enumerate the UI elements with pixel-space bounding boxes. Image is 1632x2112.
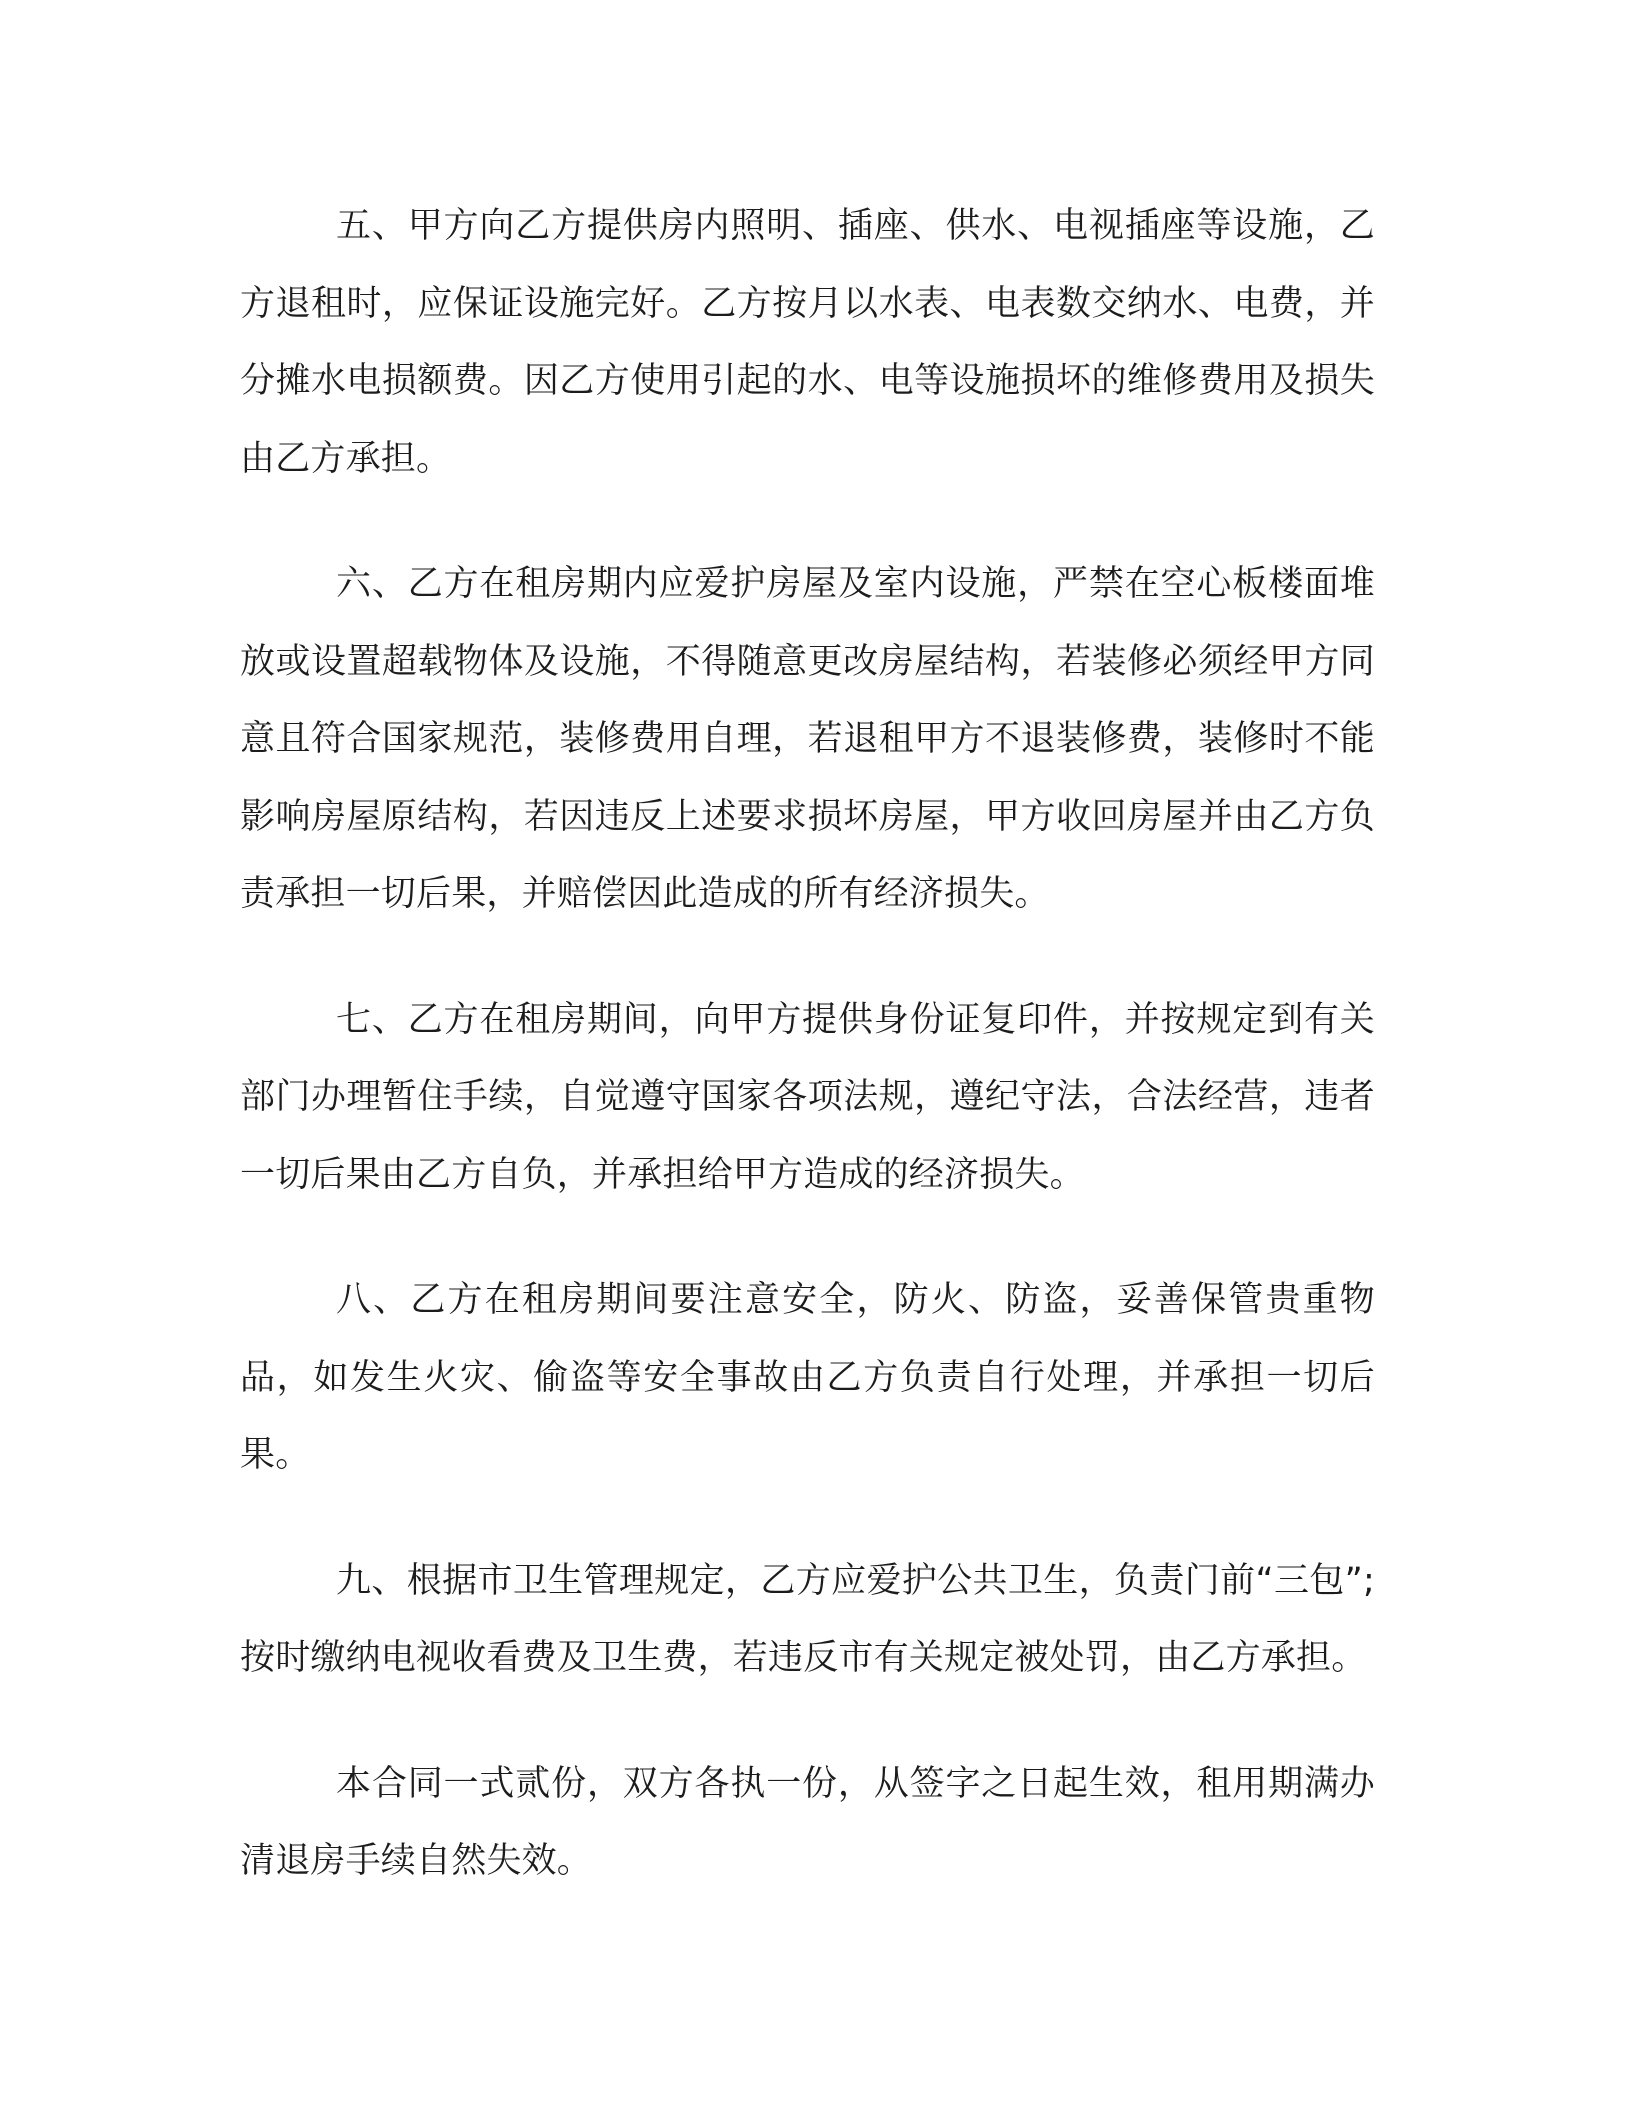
contract-body (240, 188, 1375, 1949)
clause-eight: 八、乙方在租房期间要注意安全，防火、防盗，妥善保管贵重物品，如发生火灾、偷盗等安全事故由乙方负责自行处理，并承担一切后果。 (240, 1280, 1375, 1475)
clause-nine: 九、根据市卫生管理规定，乙方应爱护公共卫生，负责门前“三包”;按时缴纳电视收看费及卫生费，若违反市有关规定被处罚，由乙方承担。 (240, 1560, 1375, 1678)
clause-six: 六、乙方在租房期内应爱护房屋及室内设施，严禁在空心板楼面堆放或设置超载物体及设施，不得随意更改房屋结构，若装修必须经甲方同意且符合国家规范，装修费用自理，若退租甲方不退装修费，装修时不能影响房屋原结构，若因违反上述要求损坏房屋，甲方收回房屋并由乙方负责承担一切后果，并赔偿因此造成的所有经济损失。 (240, 564, 1375, 914)
clause-seven: 七、乙方在租房期间，向甲方提供身份证复印件，并按规定到有关部门办理暂住手续，自觉遵守国家各项法规，遵纪守法，合法经营，违者一切后果由乙方自负，并承担给甲方造成的经济损失。 (240, 999, 1375, 1195)
closing-clause: 本合同一式贰份，双方各执一份，从签字之日起生效，租用期满办清退房手续自然失效。 (240, 1763, 1375, 1881)
clause-five: 五、甲方向乙方提供房内照明、插座、供水、电视插座等设施，乙方退租时，应保证设施完好。乙方按月以水表、电表数交纳水、电费，并分摊水电损额费。因乙方使用引起的水、电等设施损坏的维修费用及损失由乙方承担。 (240, 206, 1375, 479)
